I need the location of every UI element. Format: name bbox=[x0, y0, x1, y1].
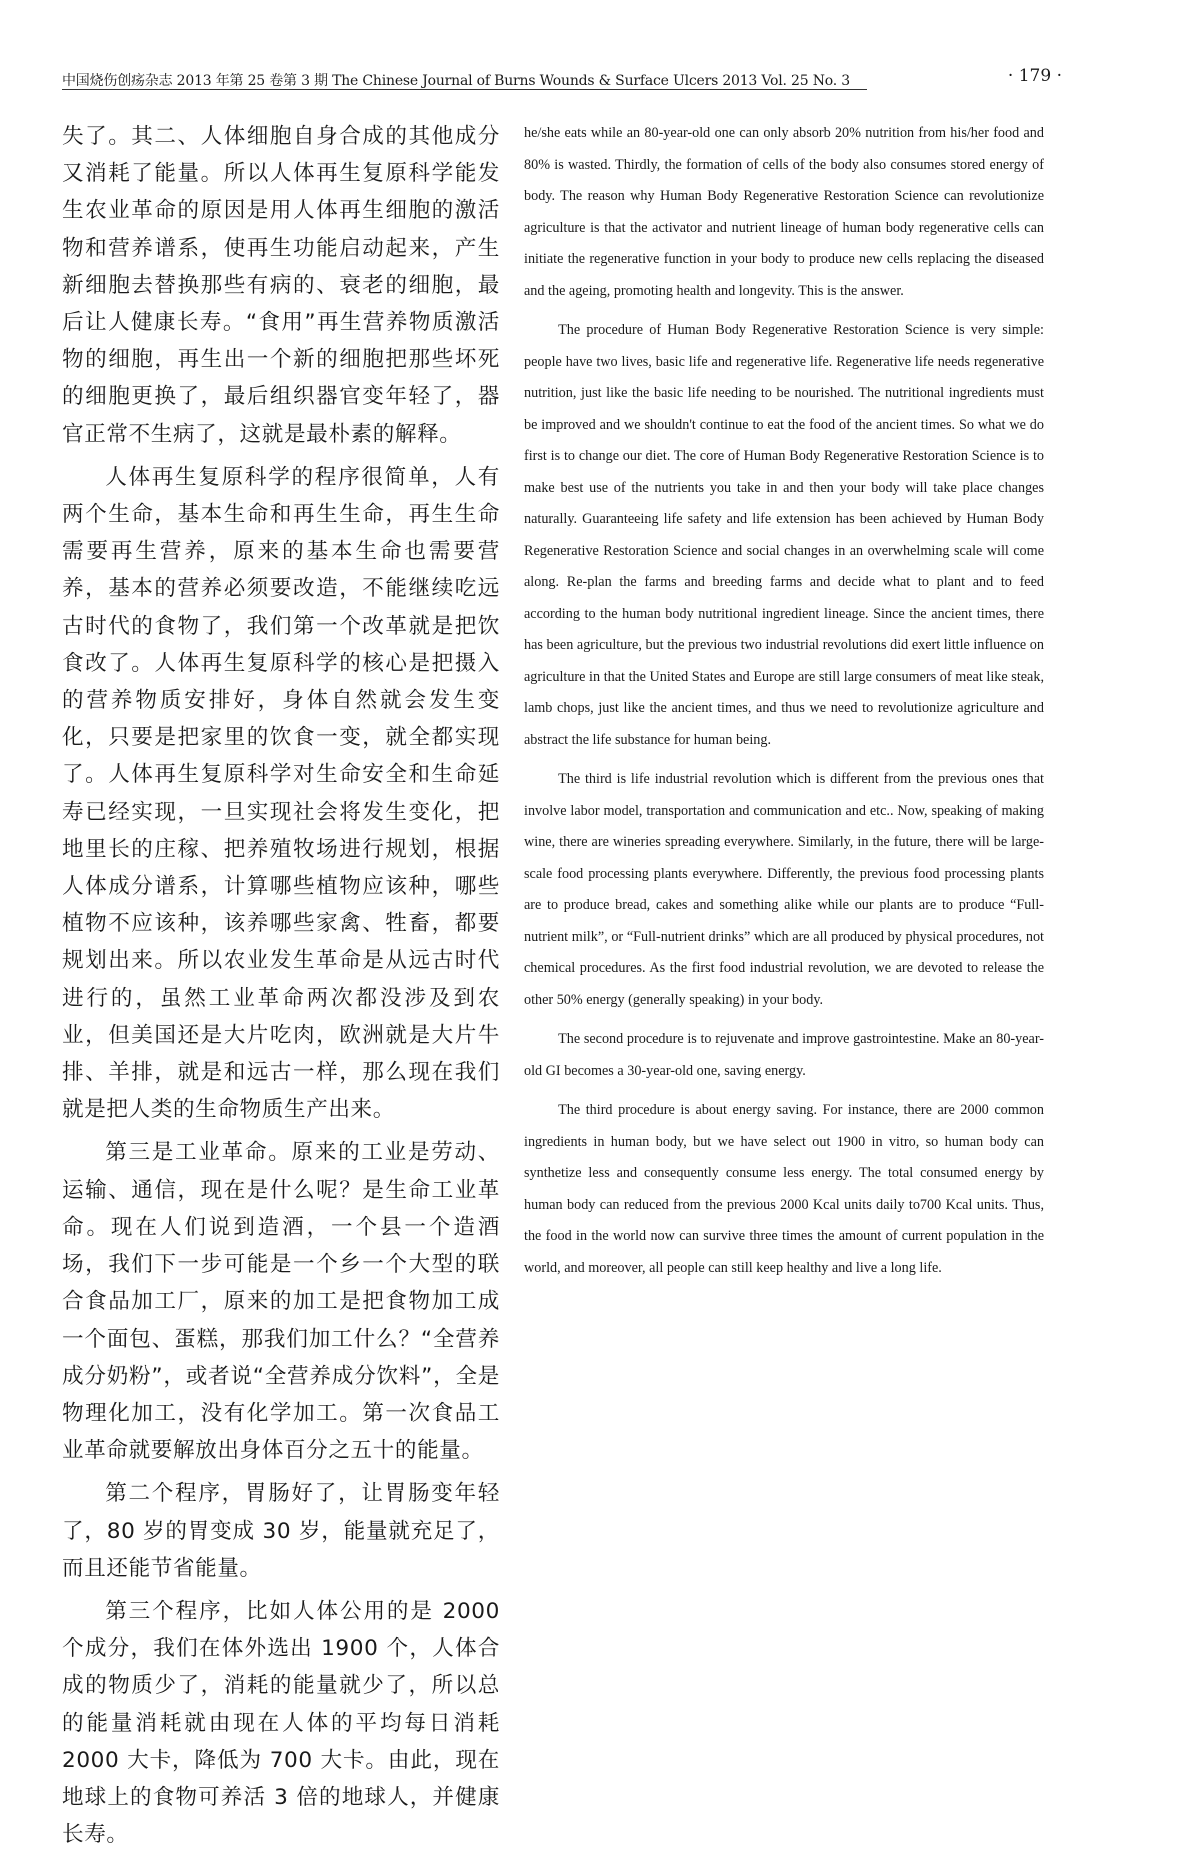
english-column bbox=[524, 118, 1044, 1608]
journal-header: 中国烧伤创疡杂志 2013 年第 25 卷第 3 期 The Chinese Journal of Burns Wounds & Surface Ulcers 2013 Vol. 25 No. 3 bbox=[62, 73, 850, 89]
zh-paragraph: 人体再生复原科学的程序很简单，人有两个生命，基本生命和再生生命，再生生命需要再生营养，原来的基本生命也需要营养，基本的营养必须要改造，不能继续吃远古时代的食物了，我们第一个改革就是把饮食改了。人体再生复原科学的核心是把摄入的营养物质安排好，身体自然就会发生变化，只要是把家里的饮食一变，就全都实现了。人体再生复原科学对生命安全和生命延寿已经实现，一旦实现社会将发生变化，把地里长的庄稼、把养殖牧场进行规划，根据人体成分谱系，计算哪些植物应该种，哪些植物不应该种，该养哪些家禽、牲畜，都要规划出来。所以农业发生革命是从远古时代进行的，虽然工业革命两次都没涉及到农业，但美国还是大片吃肉，欧洲就是大片牛排、羊排，就是和远古一样，那么现在我们就是把人类的生命物质生产出来。 bbox=[62, 464, 500, 1123]
zh-paragraph: 第三个程序，比如人体公用的是 2000 个成分，我们在体外选出 1900 个，人体合成的物质少了，消耗的能量就少了，所以总的能量消耗就由现在人体的平均每日消耗 2000 大卡，降低为 700 大卡。由此，现在地球上的食物可养活 3 倍的地球人，并健康长寿。 bbox=[62, 1598, 500, 1848]
en-paragraph: he/she eats while an 80-year-old one can only absorb 20% nutrition from his/her food and 80% is wasted. Thirdly, the formation of cells of the body also consumes stored energy of body. The reason why Human Body Regenerative Restoration Science can revolutionize agriculture is that the activator and nutrient lineage of human body regenerative cells can initiate the regenerative function in your body to produce new cells replacing the diseased and the ageing, promoting health and longevity. This is the answer. bbox=[524, 125, 1044, 299]
zh-paragraph: 失了。其二、人体细胞自身合成的其他成分又消耗了能量。所以人体再生复原科学能发生农业革命的原因是用人体再生细胞的激活物和营养谱系，使再生功能启动起来，产生新细胞去替换那些有病的、衰老的细胞，最后让人健康长寿。“食用”再生营养物质激活物的细胞，再生出一个新的细胞把那些坏死的细胞更换了，最后组织器官变年轻了，器官正常不生病了，这就是最朴素的解释。 bbox=[62, 124, 500, 447]
running-header bbox=[62, 62, 1062, 94]
en-paragraph: The third procedure is about energy saving. For instance, there are 2000 common ingredients in human body, but we have select out 1900 in vitro, so human body can synthetize less and consequently consume less energy. The total consumed energy by human body can reduced from the previous 2000 Kcal units daily to700 Kcal units. Thus, the food in the world now can survive three times the amount of current population in the world, and moreover, all people can still keep healthy and live a long life. bbox=[524, 1102, 1044, 1276]
header-rule bbox=[62, 89, 867, 90]
chinese-column bbox=[62, 118, 500, 1848]
zh-paragraph: 第二个程序，胃肠好了，让胃肠变年轻了，80 岁的胃变成 30 岁，能量就充足了，而且还能节省能量。 bbox=[62, 1481, 500, 1581]
en-paragraph: The third is life industrial revolution which is different from the previous ones that involve labor model, transportation and communication and etc.. Now, speaking of making wine, there are wineries spreading everywhere. Similarly, in the future, there will be large-scale food processing plants everywhere. Differently, the previous food processing plants are to produce bread, cakes and something alike while our plants are to produce “Full-nutrient milk”, or “Full-nutrient drinks” which are all produced by physical procedures, not chemical procedures. As the first food industrial revolution, we are devoted to release the other 50% energy (generally speaking) in your body. bbox=[524, 771, 1044, 1008]
page-number: · 179 · bbox=[1007, 66, 1062, 86]
en-paragraph: The second procedure is to rejuvenate and improve gastrointestine. Make an 80-year-old GI becomes a 30-year-old one, saving energy. bbox=[524, 1031, 1044, 1079]
zh-paragraph: 第三是工业革命。原来的工业是劳动、运输、通信，现在是什么呢？是生命工业革命。现在人们说到造酒，一个县一个造酒场，我们下一步可能是一个乡一个大型的联合食品加工厂，原来的加工是把食物加工成一个面包、蛋糕，那我们加工什么？“全营养成分奶粉”，或者说“全营养成分饮料”，全是物理化加工，没有化学加工。第一次食品工业革命就要解放出身体百分之五十的能量。 bbox=[62, 1140, 500, 1464]
en-paragraph: The procedure of Human Body Regenerative Restoration Science is very simple: people have two lives, basic life and regenerative life. Regenerative life needs regenerative nutrition, just like the basic life needing to be nourished. The nutritional ingredients must be improved and we shouldn't continue to eat the food of the ancient times. So what we do first is to change our diet. The core of Human Body Regenerative Restoration Science is to make best use of the nutrients you take in and then your body will take place changes naturally. Guaranteeing life safety and life extension has been achieved by Human Body Regenerative Restoration Science and social changes in an overwhelming scale will come along. Re-plan the farms and breeding farms and decide what to plant and to feed according to the human body nutritional ingredient lineage. Since the ancient times, there has been agriculture, but the previous two industrial revolutions did exert little influence on agriculture in that the United States and Europe are still large consumers of meat like steak, lamb chops, just like the ancient times, and thus we need to revolutionize agriculture and abstract the life substance for human being. bbox=[524, 322, 1044, 748]
